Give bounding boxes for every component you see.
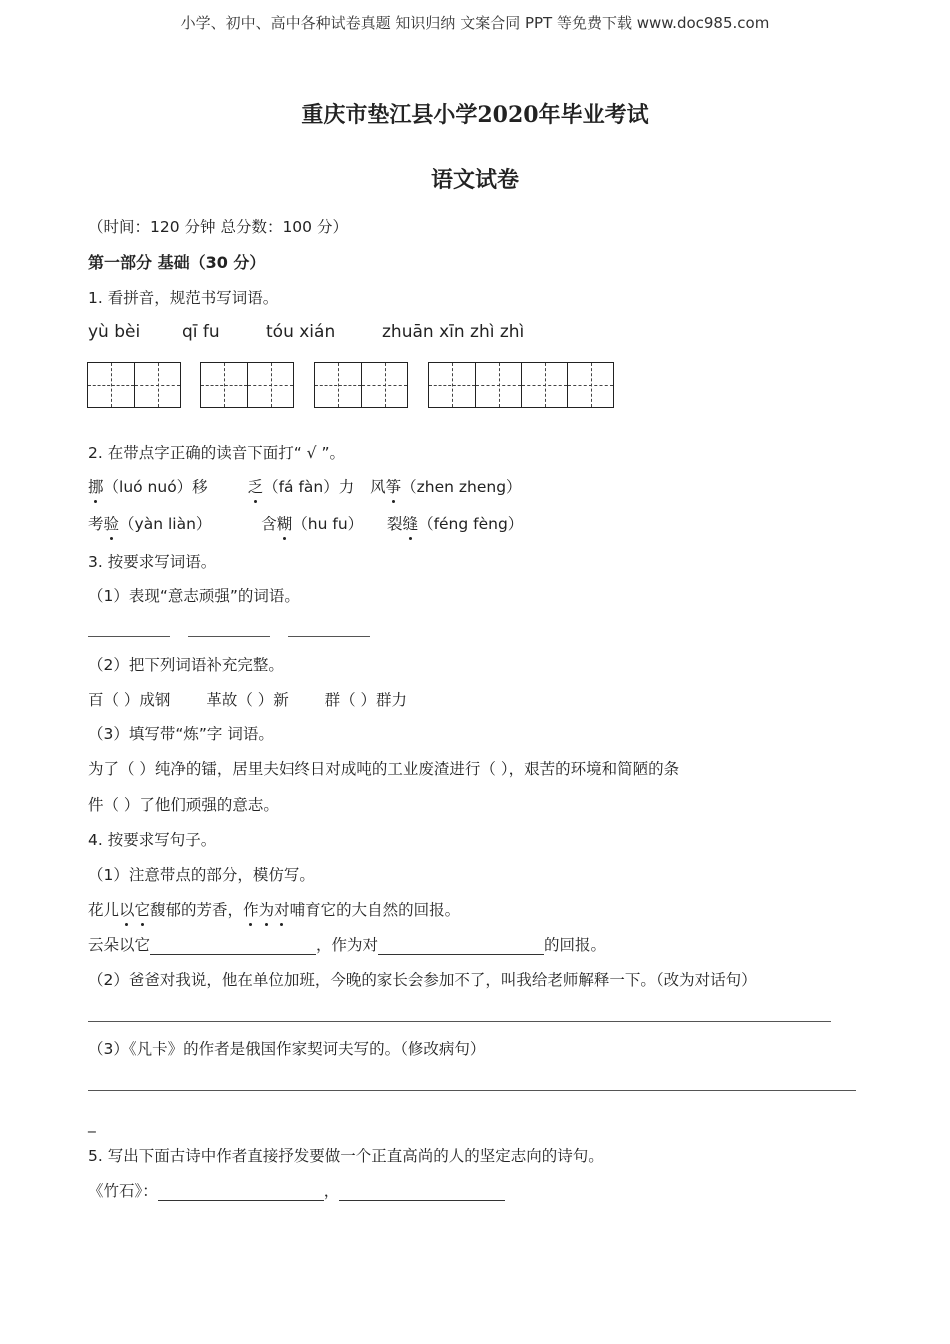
site-banner: 小学、初中、高中各种试卷真题 知识归纳 文案合同 PPT 等免费下载 www.doc985.com xyxy=(180,14,770,32)
q3-part-1: （1）表现“意志顽强”的词语。 xyxy=(88,587,300,605)
part-heading: 第一部分 基础（30 分） xyxy=(88,253,266,272)
dotted-char: 验 xyxy=(103,515,120,533)
pinyin-2: qī fu xyxy=(182,322,220,342)
exam-info: （时间：120 分钟 总分数：100 分） xyxy=(88,218,348,236)
q5-stem: 5. 写出下面古诗中作者直接抒发要做一个正直高尚的人的坚定志向的诗句。 xyxy=(88,1147,604,1165)
q2-stem: 2. 在带点字正确的读音下面打“ √ ”。 xyxy=(88,444,346,462)
dotted-char: 筝 xyxy=(385,478,402,496)
imitation-sentence: 云朵以它 ，作为对 的回报。 xyxy=(88,936,607,954)
blank-2[interactable] xyxy=(378,937,544,955)
q2-row-1: 挪（luó nuó）移 乏（fá fàn）力 风筝（zhen zheng） xyxy=(88,478,522,496)
stray-underscore: _ xyxy=(88,1115,96,1133)
idiom-3: 群（ ）群力 xyxy=(324,691,408,709)
writing-grid-1[interactable] xyxy=(87,362,181,408)
idiom-1: 百（ ）成钢 xyxy=(88,691,171,709)
dotted-char: 糊 xyxy=(276,515,293,533)
q3-stem: 3. 按要求写词语。 xyxy=(88,553,217,571)
pinyin-1: yù bèi xyxy=(88,322,141,342)
q3-fill-line-1: 为了（ ）纯净的镭，居里夫妇终日对成吨的工业废渣进行（ ），艰苦的环境和简陋的条 xyxy=(88,760,680,778)
exam-title: 重庆市垫江县小学2020年毕业考试 xyxy=(301,102,649,128)
answer-line[interactable] xyxy=(88,636,170,637)
writing-grid-4[interactable] xyxy=(428,362,614,408)
q2-row-2: 考验（yàn liàn） 含糊（hu fu） 裂缝（féng fèng） xyxy=(88,515,524,533)
pinyin-3: tóu xián xyxy=(266,322,336,342)
blank-1[interactable] xyxy=(150,937,316,955)
answer-line[interactable] xyxy=(88,1021,831,1022)
blank-poem-2[interactable] xyxy=(339,1183,505,1201)
idiom-2: 革故（ ）新 xyxy=(206,691,289,709)
exam-subtitle: 语文试卷 xyxy=(430,167,519,193)
q4-stem: 4. 按要求写句子。 xyxy=(88,831,217,849)
writing-grid-3[interactable] xyxy=(314,362,408,408)
blank-poem-1[interactable] xyxy=(158,1183,324,1201)
dotted-char: 乏 xyxy=(247,478,264,496)
q4-part-2: （2）爸爸对我说，他在单位加班，今晚的家长会参加不了，叫我给老师解释一下。（改为对话句） xyxy=(88,971,757,989)
writing-grid-2[interactable] xyxy=(200,362,294,408)
q3-part-2: （2）把下列词语补充完整。 xyxy=(88,656,284,674)
idiom-row xyxy=(88,690,407,710)
answer-line[interactable] xyxy=(188,636,270,637)
answer-line[interactable] xyxy=(288,636,370,637)
example-sentence: 花儿以它馥郁的芳香，作为对哺育它的大自然的回报。 xyxy=(88,901,461,919)
q1-stem: 1. 看拼音，规范书写词语。 xyxy=(88,289,279,307)
q4-part-1: （1）注意带点的部分，模仿写。 xyxy=(88,866,315,884)
poem-line: 《竹石》： ， xyxy=(88,1181,505,1201)
q3-part-3: （3）填写带“炼”字 词语。 xyxy=(88,725,274,743)
dotted-char: 缝 xyxy=(402,515,419,533)
answer-line[interactable] xyxy=(88,1090,856,1091)
pinyin-4: zhuān xīn zhì zhì xyxy=(382,322,525,342)
dotted-char: 挪 xyxy=(88,478,104,496)
q3-fill-line-2: 件（ ）了他们顽强的意志。 xyxy=(88,796,279,814)
q4-part-3: （3）《凡卡》的作者是俄国作家契诃夫写的。（修改病句） xyxy=(88,1040,486,1058)
